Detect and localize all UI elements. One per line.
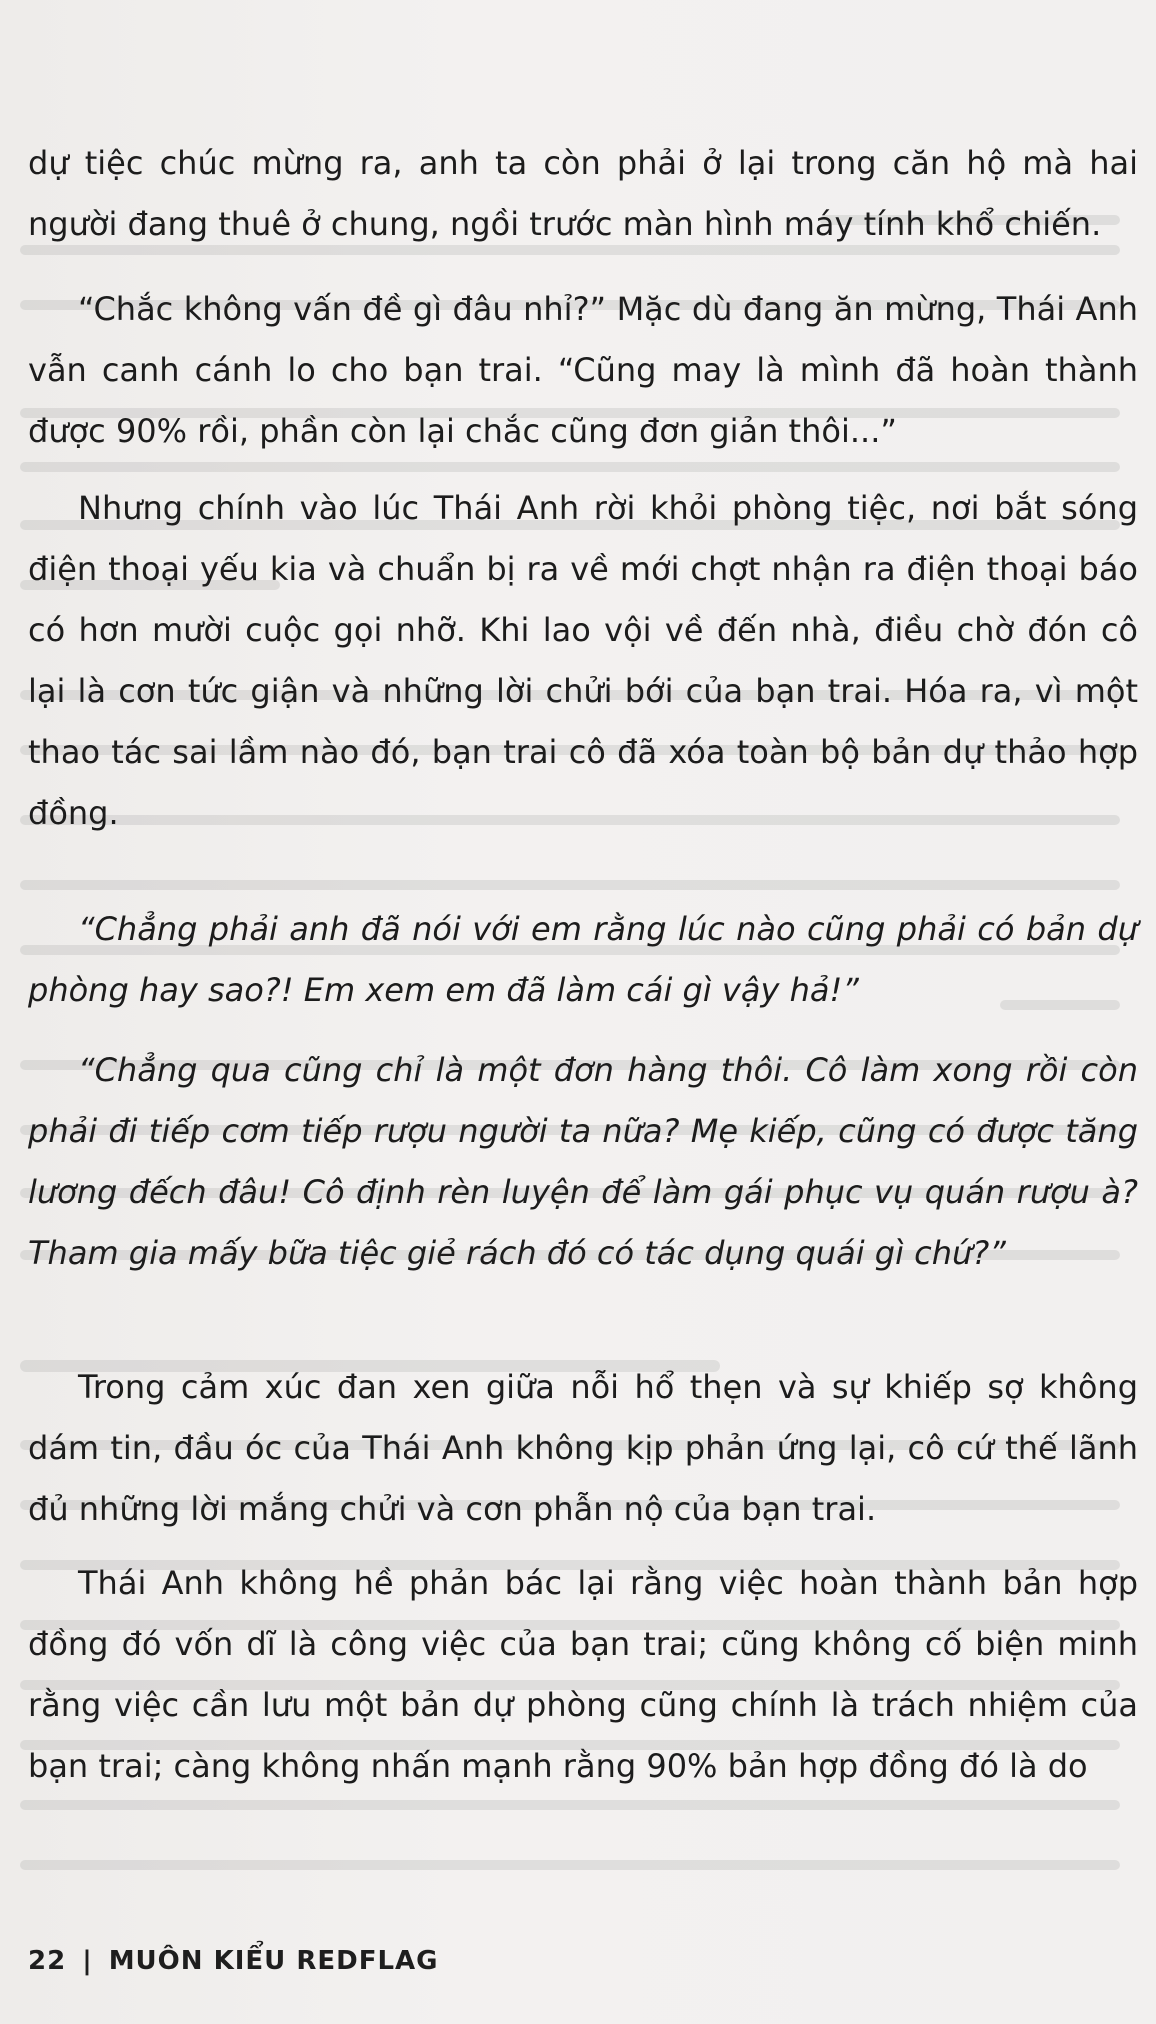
paragraph-no-rebuttal: Thái Anh không hề phản bác lại rằng việc hoàn thành bản hợp đồng đó vốn dĩ là công việc của bạn trai; cũng không cố biện minh rằng việc cần lưu một bản dự phòng cũng chính là trách nhiệm của bạn trai; càng không nhấn mạnh rằng 90% bản hợp đồng đó là do: [28, 1564, 1138, 1785]
paragraph-shame-fear: Trong cảm xúc đan xen giữa nỗi hổ thẹn và sự khiếp sợ không dám tin, đầu óc của Thái Anh không kịp phản ứng lại, cô cứ thế lãnh đủ những lời mắng chửi và cơn phẫn nộ của bạn trai.: [28, 1368, 1138, 1528]
quote-boyfriend-backup: “Chẳng phải anh đã nói với em rằng lúc nào cũng phải có bản dự phòng hay sao?! Em xem em đã làm cái gì vậy hả!”: [28, 910, 1138, 1009]
footer-separator: |: [82, 1946, 93, 1976]
page-footer: [28, 1946, 439, 1976]
book-title: MUÔN KIỂU REDFLAG: [108, 1946, 439, 1976]
paragraph-missed-calls: Nhưng chính vào lúc Thái Anh rời khỏi phòng tiệc, nơi bắt sóng điện thoại yếu kia và chuẩn bị ra về mới chợt nhận ra điện thoại báo có hơn mười cuộc gọi nhỡ. Khi lao vội về đến nhà, điều chờ đón cô lại là cơn tức giận và những lời chửi bới của bạn trai. Hóa ra, vì một thao tác sai lầm nào đó, bạn trai cô đã xóa toàn bộ bản dự thảo hợp đồng.: [28, 489, 1138, 832]
paragraph-continuation: dự tiệc chúc mừng ra, anh ta còn phải ở lại trong căn hộ mà hai người đang thuê ở chung, ngồi trước màn hình máy tính khổ chiến.: [28, 144, 1138, 243]
quote-boyfriend-insult: “Chẳng qua cũng chỉ là một đơn hàng thôi. Cô làm xong rồi còn phải đi tiếp cơm tiếp rượu người ta nữa? Mẹ kiếp, cũng có được tăng lương đếch đâu! Cô định rèn luyện để làm gái phục vụ quán rượu à? Tham gia mấy bữa tiệc giẻ rách đó có tác dụng quái gì chứ?”: [28, 1051, 1138, 1272]
paragraph-thai-anh-worry: “Chắc không vấn đề gì đâu nhỉ?” Mặc dù đang ăn mừng, Thái Anh vẫn canh cánh lo cho bạn trai. “Cũng may là mình đã hoàn thành được 90% rồi, phần còn lại chắc cũng đơn giản thôi...”: [28, 290, 1138, 450]
page-number: 22: [28, 1946, 67, 1976]
